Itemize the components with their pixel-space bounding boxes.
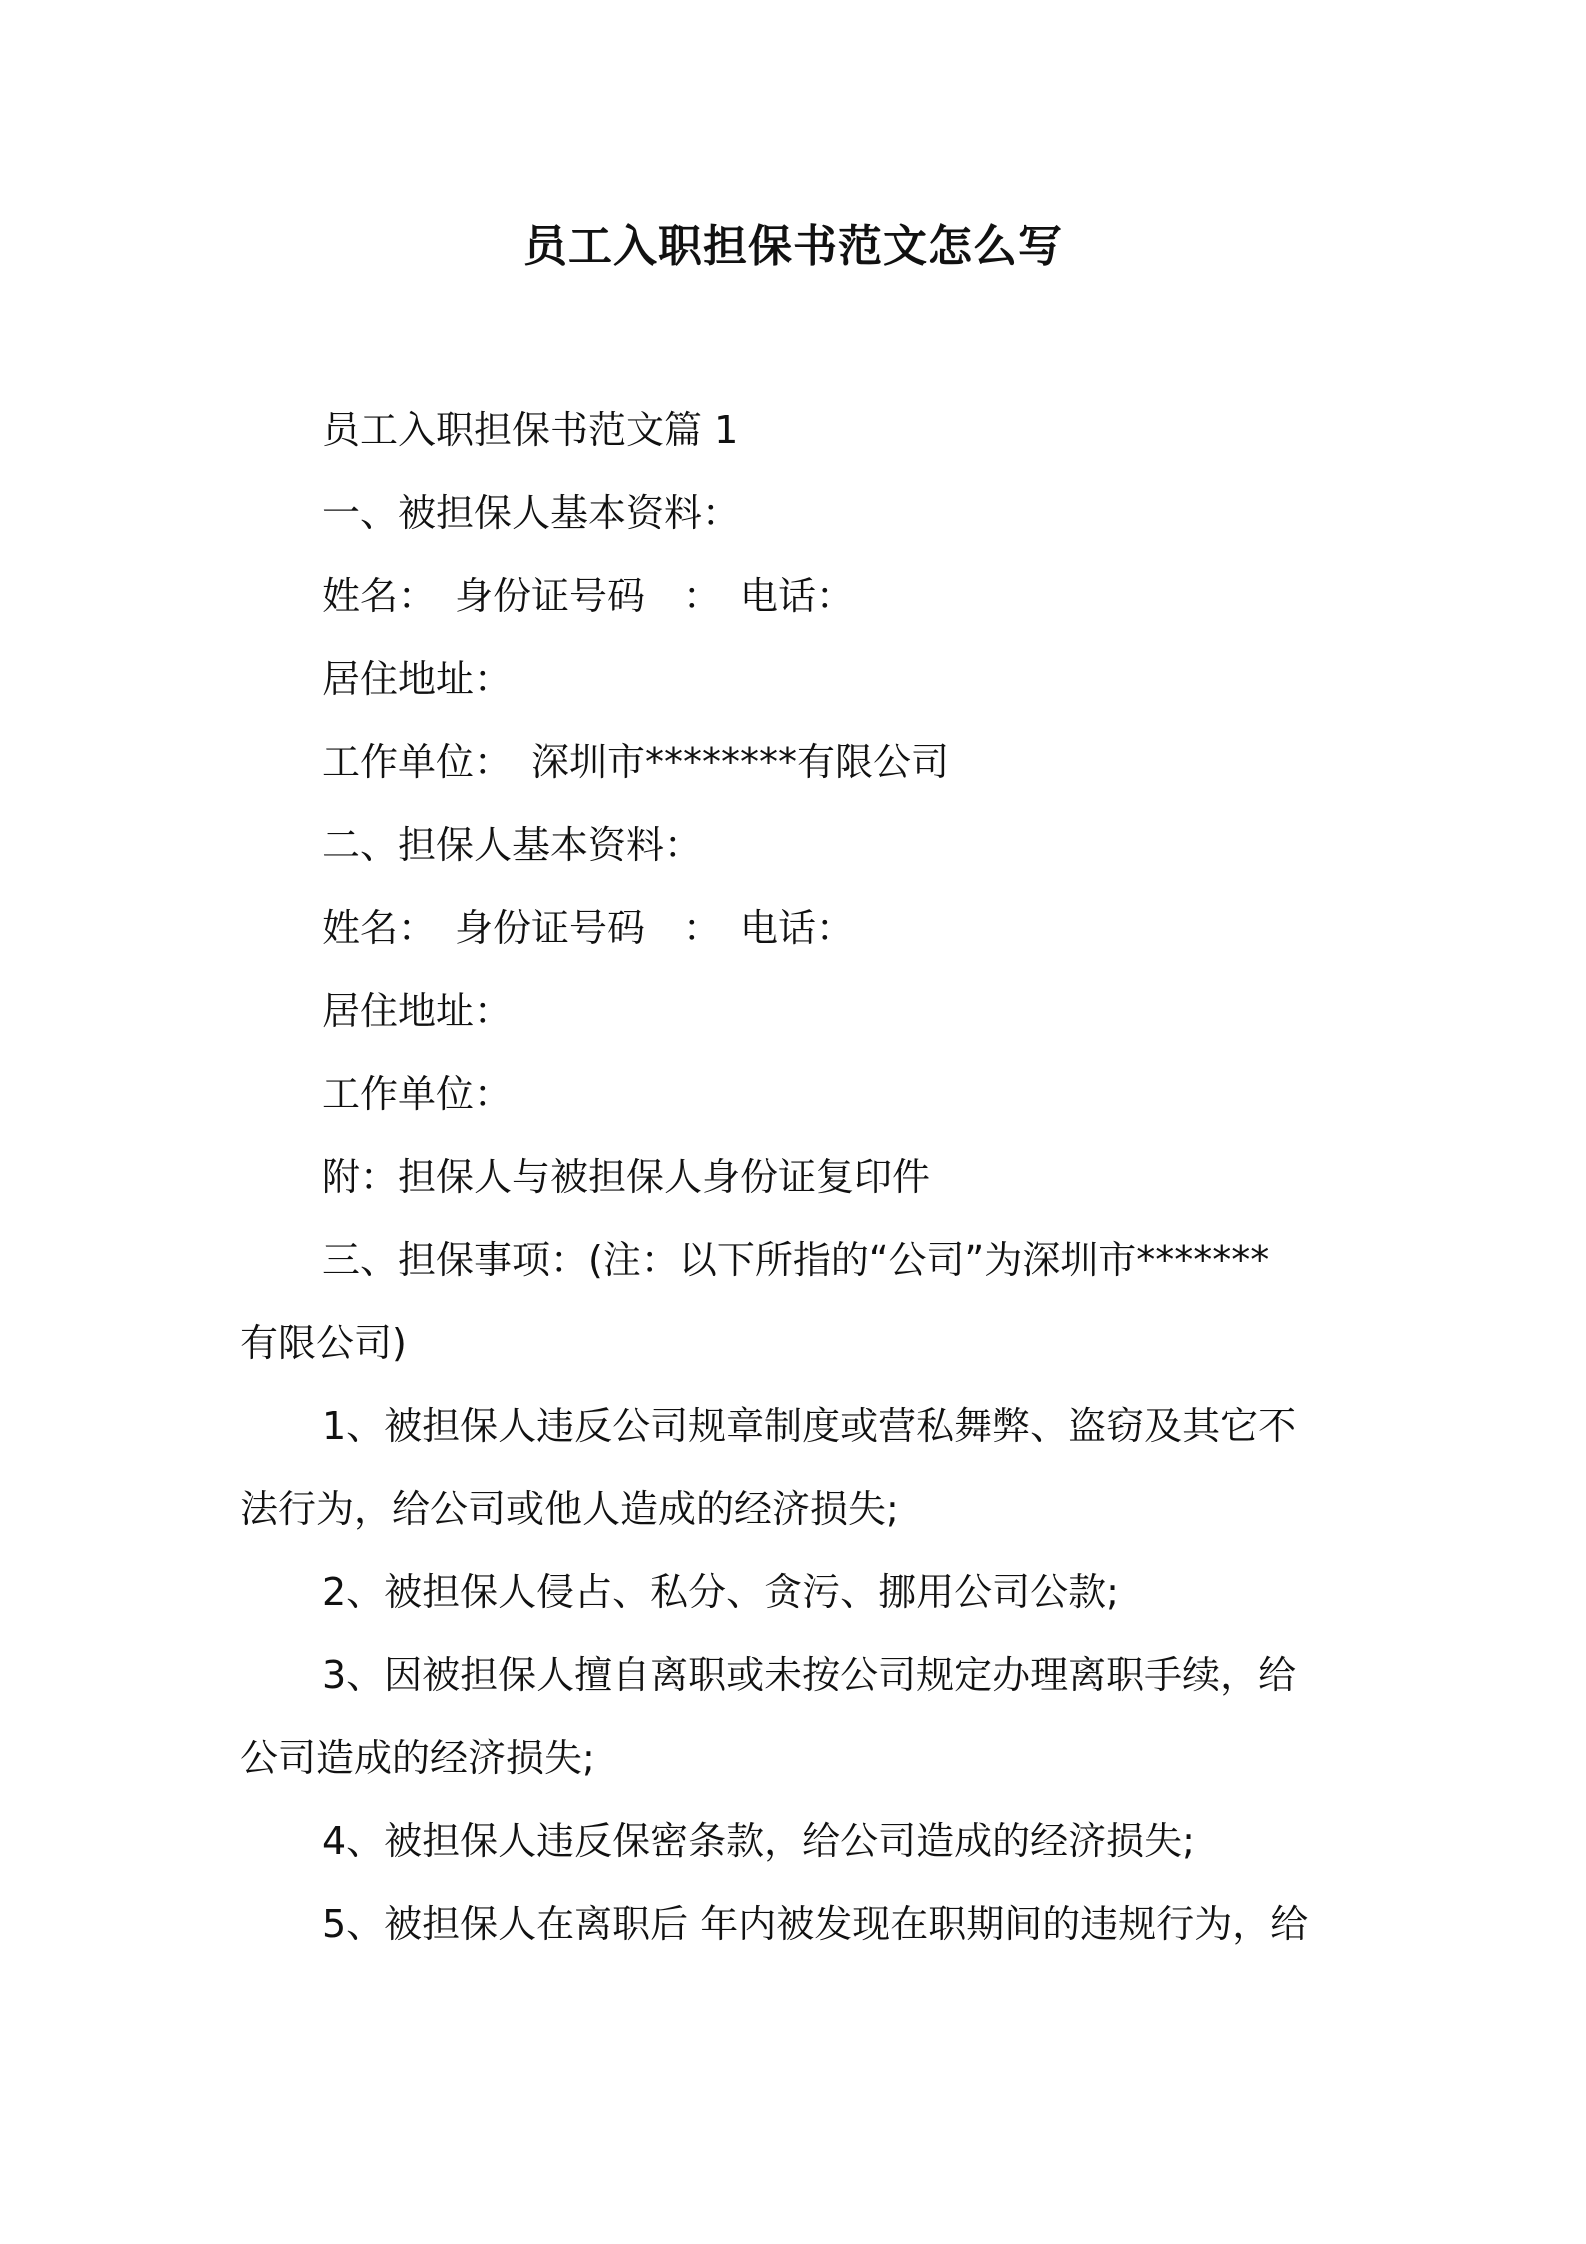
paragraph-line: 有限公司) [240, 1321, 407, 1365]
paragraph-line: 附：担保人与被担保人身份证复印件 [322, 1155, 931, 1199]
paragraph-line: 居住地址： [322, 657, 513, 701]
paragraph-line: 三、担保事项：(注：以下所指的“公司”为深圳市******* [322, 1238, 1270, 1282]
paragraph-line: 一、被担保人基本资料： [322, 491, 741, 535]
paragraph-line: 工作单位： 深圳市********有限公司 [322, 740, 950, 784]
paragraph-line: 公司造成的经济损失; [240, 1736, 595, 1780]
paragraph-line: 居住地址： [322, 989, 513, 1033]
paragraph-line: 2、被担保人侵占、私分、贪污、挪用公司公款; [322, 1570, 1119, 1614]
paragraph-line: 4、被担保人违反保密条款，给公司造成的经济损失; [322, 1819, 1195, 1863]
paragraph-line: 二、担保人基本资料： [322, 823, 703, 867]
section-heading: 员工入职担保书范文篇 1 [322, 408, 739, 452]
paragraph-line: 1、被担保人违反公司规章制度或营私舞弊、盗窃及其它不 [322, 1404, 1297, 1448]
document-title: 员工入职担保书范文怎么写 [523, 221, 1063, 272]
paragraph-line: 3、因被担保人擅自离职或未按公司规定办理离职手续，给 [322, 1653, 1297, 1697]
paragraph-line: 5、被担保人在离职后 年内被发现在职期间的违规行为，给 [322, 1902, 1309, 1946]
paragraph-line: 姓名： 身份证号码 ： 电话： [322, 574, 855, 618]
paragraph-line: 姓名： 身份证号码 ： 电话： [322, 906, 855, 950]
paragraph-line: 法行为，给公司或他人造成的经济损失; [240, 1487, 899, 1531]
paragraph-line: 工作单位： [322, 1072, 513, 1116]
